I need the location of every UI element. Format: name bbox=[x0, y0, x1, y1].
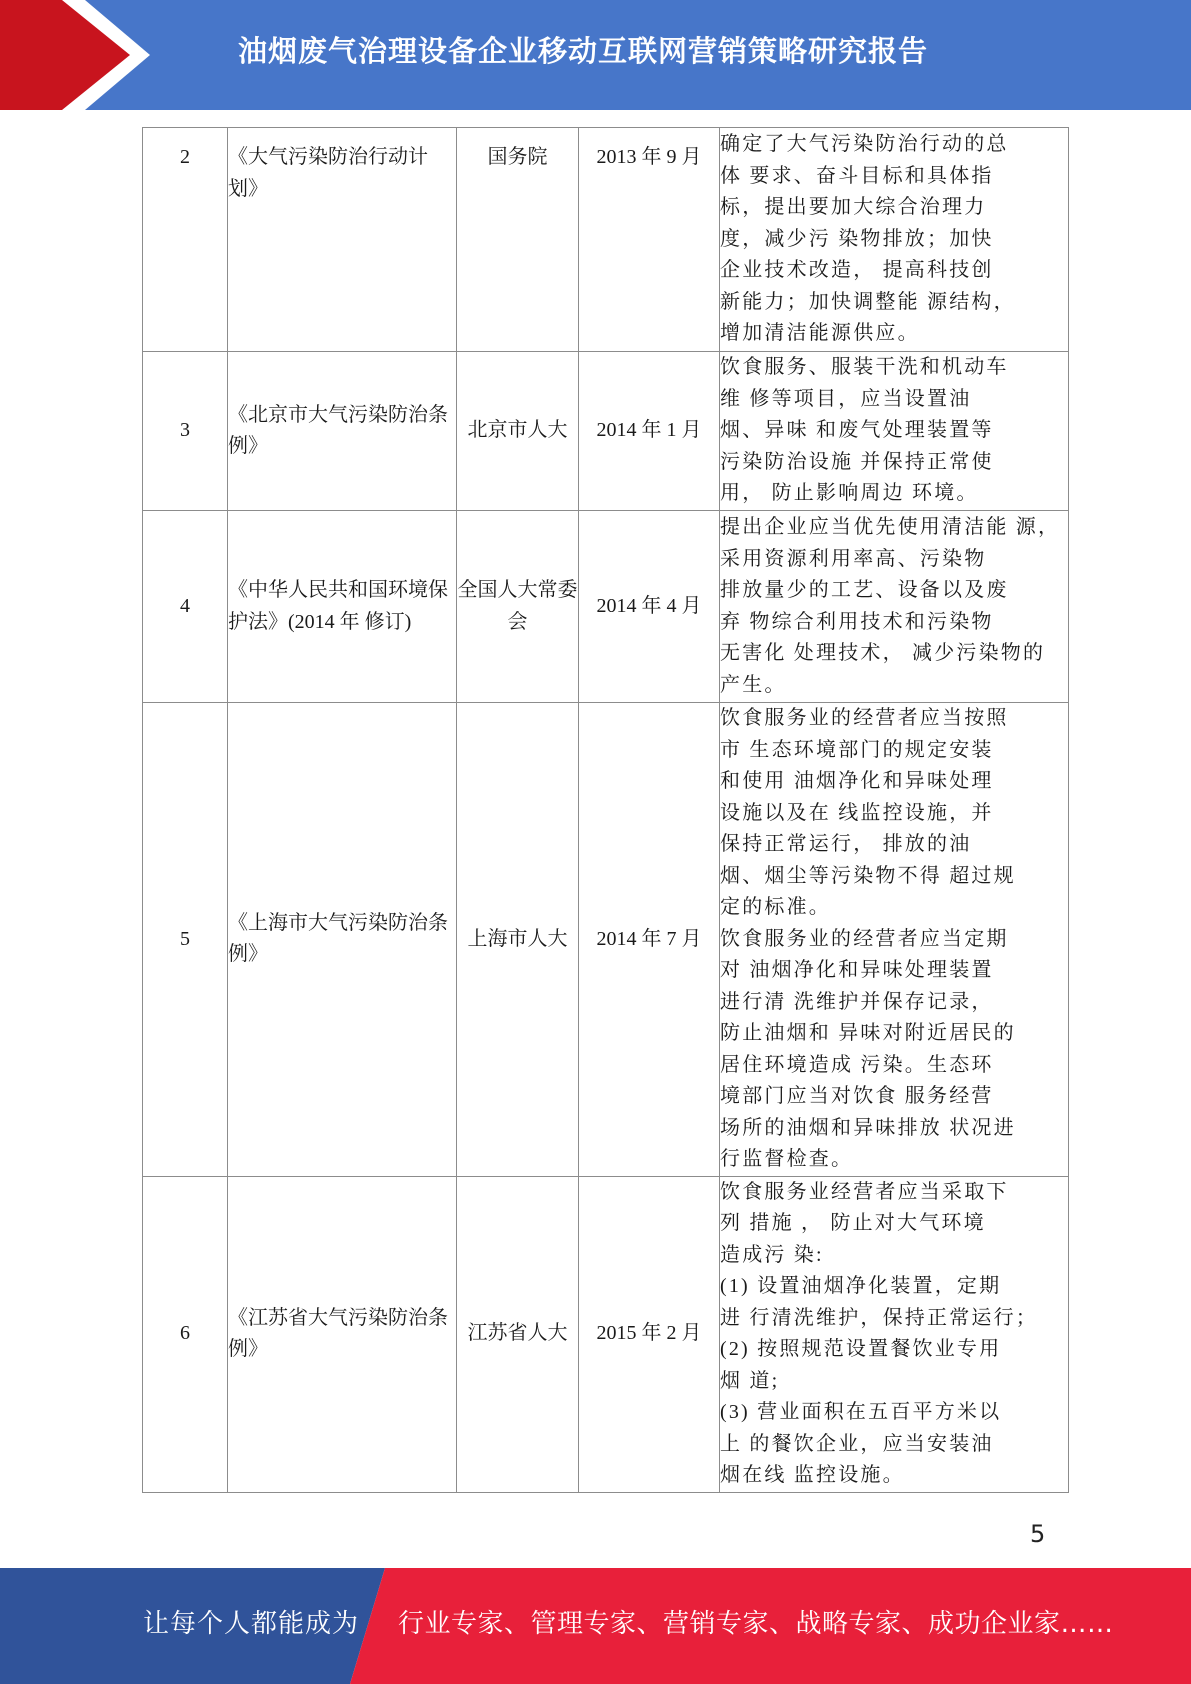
content-line: 设施以及在 线监控设施，并 bbox=[720, 801, 994, 824]
content-line: 污染防治设施 并保持正常使 bbox=[720, 450, 994, 473]
content-line: 度，减少污 染物排放；加快 bbox=[720, 227, 994, 250]
content-line: 境部门应当对饮食 服务经营 bbox=[720, 1085, 994, 1107]
content-line: 对 油烟净化和异味处理装置 bbox=[720, 959, 994, 981]
content-line: 弃 物综合利用技术和污染物 bbox=[720, 610, 994, 633]
row-number: 3 bbox=[143, 352, 228, 511]
content-line: 标，提出要加大综合治理力 bbox=[720, 196, 987, 219]
content-line: 列 措施 ， 防止对大气环境 bbox=[720, 1212, 986, 1234]
content-line: 确定了大气污染防治行动的总 bbox=[720, 133, 1009, 156]
content-line: 烟在线 监控设施。 bbox=[720, 1464, 905, 1486]
content-line: 用， 防止影响周边 环境。 bbox=[720, 482, 979, 505]
content-line: 采用资源利用率高、污染物 bbox=[720, 547, 987, 570]
content-line: 保持正常运行， 排放的油 bbox=[720, 833, 972, 855]
regulation-name: 《北京市大气污染防治条例》 bbox=[228, 352, 457, 511]
page-header bbox=[0, 0, 1191, 110]
content-line: (3) 营业面积在五百平方米以 bbox=[720, 1401, 1002, 1423]
footer-slogan-left: 让每个人都能成为 bbox=[143, 1609, 360, 1639]
page-number: 5 bbox=[1030, 1520, 1046, 1548]
row-number: 6 bbox=[143, 1176, 228, 1492]
content-line: 居住环境造成 污染。生态环 bbox=[720, 1053, 994, 1076]
regulation-name: 《大气污染防治行动计划》 bbox=[228, 128, 457, 352]
content-line: 排放量少的工艺、设备以及废 bbox=[720, 579, 1009, 601]
page-footer bbox=[0, 1568, 1191, 1684]
content-line: 烟、异味 和废气处理装置等 bbox=[720, 419, 994, 442]
regulation-content bbox=[720, 511, 1069, 703]
content-line: 产生。 bbox=[720, 673, 787, 696]
policy-table bbox=[142, 127, 1069, 1493]
table-row bbox=[143, 352, 1069, 511]
content-line: 无害化 处理技术， 减少污染物的 bbox=[720, 642, 1046, 664]
table-row bbox=[143, 511, 1069, 703]
report-title: 油烟废气治理设备企业移动互联网营销策略研究报告 bbox=[238, 34, 929, 68]
table-row bbox=[143, 128, 1069, 352]
issuing-body: 江苏省人大 bbox=[457, 1176, 579, 1492]
regulation-name: 《江苏省大气污染防治条例》 bbox=[228, 1176, 457, 1492]
issue-date: 2015 年 2 月 bbox=[579, 1176, 720, 1492]
row-number: 4 bbox=[143, 511, 228, 703]
issuing-body: 国务院 bbox=[457, 128, 579, 352]
content-line: 企业技术改造， 提高科技创 bbox=[720, 259, 994, 282]
issue-date: 2014 年 1 月 bbox=[579, 352, 720, 511]
content-line: 饮食服务、服装干洗和机动车 bbox=[720, 356, 1009, 379]
content-line: 新能力；加快调整能 源结构， bbox=[720, 290, 1016, 313]
content-line: 增加清洁能源供应。 bbox=[720, 322, 920, 345]
regulation-content bbox=[720, 703, 1069, 1177]
content-line: 进行清 洗维护并保存记录， bbox=[720, 990, 994, 1013]
content-line: 市 生态环境部门的规定安装 bbox=[720, 738, 994, 761]
issuing-body: 全国人大常委会 bbox=[457, 511, 579, 703]
content-line: 烟、烟尘等污染物不得 超过规 bbox=[720, 864, 1016, 887]
content-line: 体 要求、奋斗目标和具体指 bbox=[720, 164, 994, 187]
content-line: 维 修等项目，应当设置油 bbox=[720, 387, 972, 410]
content-line: (1) 设置油烟净化装置，定期 bbox=[720, 1275, 1002, 1297]
content-line: 行监督检查。 bbox=[720, 1148, 854, 1170]
content-line: 烟 道; bbox=[720, 1369, 780, 1392]
regulation-content bbox=[720, 1176, 1069, 1492]
content-line: 饮食服务业经营者应当采取下 bbox=[720, 1180, 1009, 1203]
table-row bbox=[143, 703, 1069, 1177]
regulation-name: 《中华人民共和国环境保护法》(2014 年 修订) bbox=[228, 511, 457, 703]
content-line: 场所的油烟和异味排放 状况进 bbox=[720, 1116, 1016, 1139]
footer-slogan-right: 行业专家、管理专家、营销专家、战略专家、成功企业家…… bbox=[398, 1609, 1114, 1639]
regulation-name: 《上海市大气污染防治条例》 bbox=[228, 703, 457, 1177]
content-line: 上 的餐饮企业，应当安装油 bbox=[720, 1432, 994, 1455]
issuing-body: 上海市人大 bbox=[457, 703, 579, 1177]
content-line: 防止油烟和 异味对附近居民的 bbox=[720, 1022, 1016, 1044]
row-number: 5 bbox=[143, 703, 228, 1177]
content-line: 提出企业应当优先使用清洁能 源， bbox=[720, 516, 1061, 538]
content-line: 进 行清洗维护，保持正常运行； bbox=[720, 1306, 1038, 1329]
table-row bbox=[143, 1176, 1069, 1492]
content-line: 饮食服务业的经营者应当按照 bbox=[720, 707, 1009, 729]
regulation-content bbox=[720, 352, 1069, 511]
content-line: 定的标准。 bbox=[720, 896, 831, 918]
issuing-body: 北京市人大 bbox=[457, 352, 579, 511]
issue-date: 2014 年 4 月 bbox=[579, 511, 720, 703]
issue-date: 2014 年 7 月 bbox=[579, 703, 720, 1177]
issue-date: 2013 年 9 月 bbox=[579, 128, 720, 352]
content-line: (2) 按照规范设置餐饮业专用 bbox=[720, 1338, 1002, 1360]
regulation-content bbox=[720, 128, 1069, 352]
content-line: 和使用 油烟净化和异味处理 bbox=[720, 770, 994, 792]
row-number: 2 bbox=[143, 128, 228, 352]
content-line: 造成污 染: bbox=[720, 1243, 824, 1266]
content-line: 饮食服务业的经营者应当定期 bbox=[720, 927, 1009, 950]
